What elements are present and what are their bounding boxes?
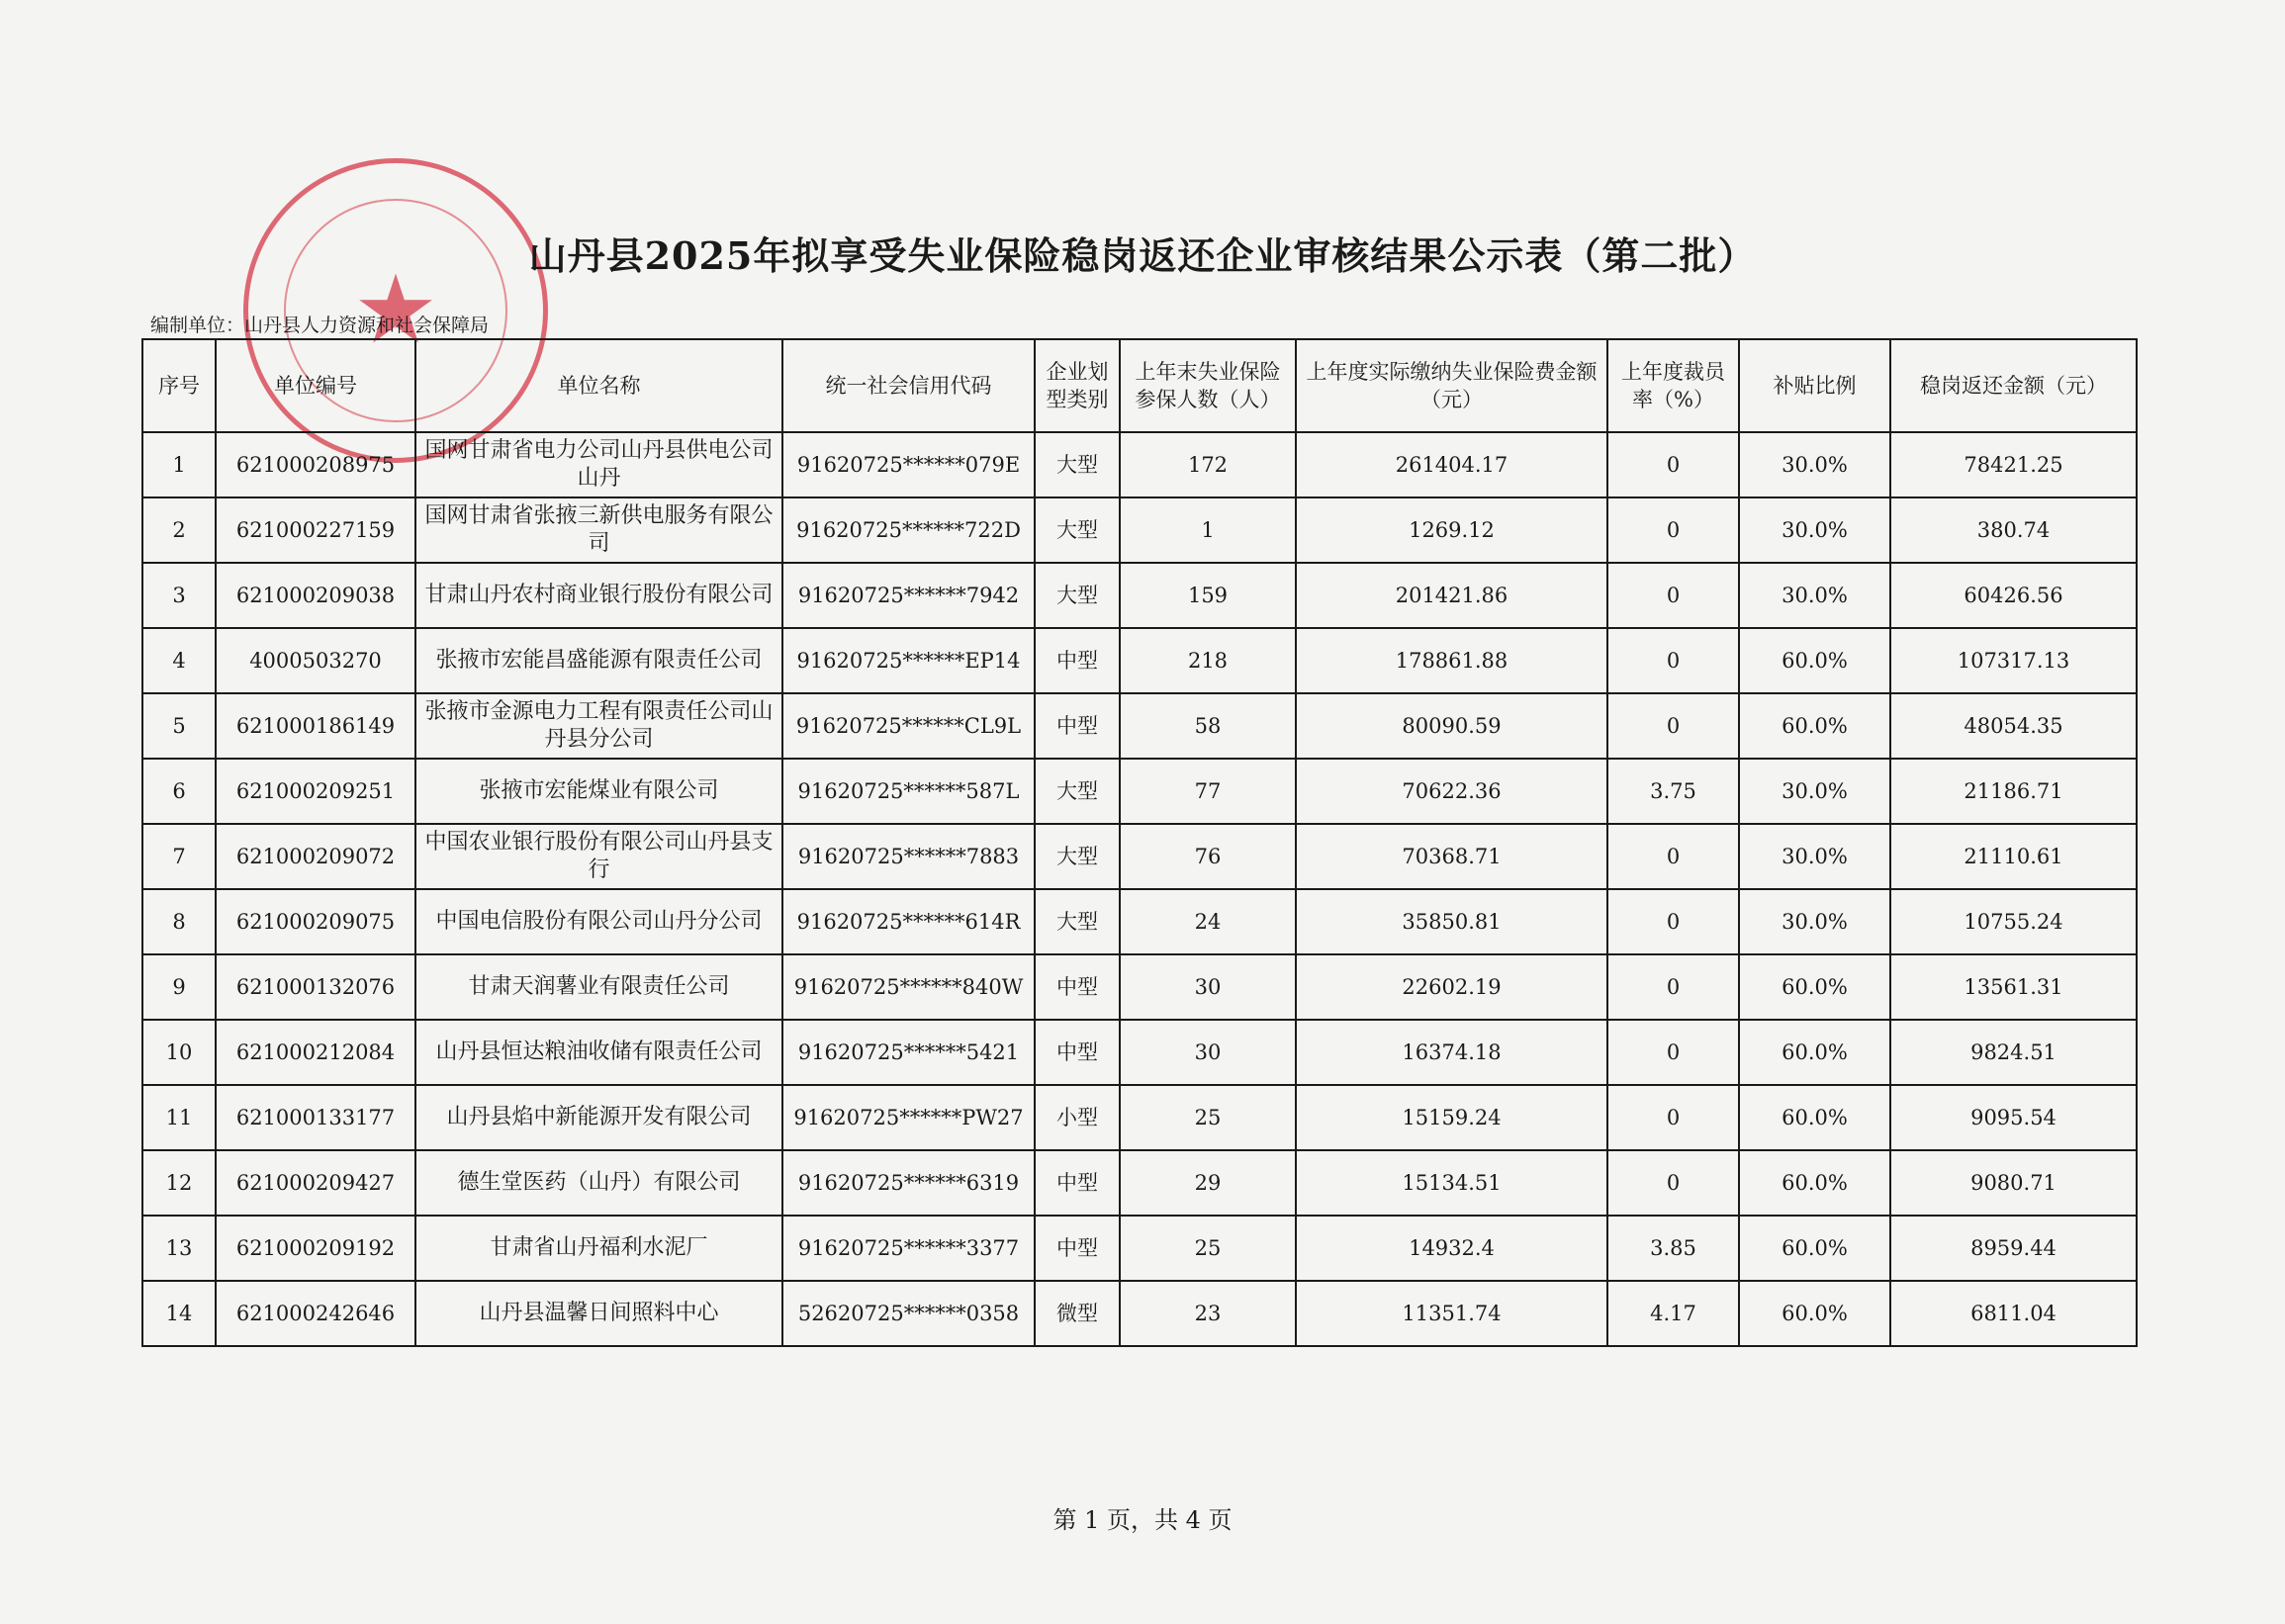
- cell-insured: 218: [1120, 628, 1296, 693]
- cell-credit-code: 52620725******0358: [782, 1281, 1035, 1346]
- cell-unit-no: 621000242646: [216, 1281, 415, 1346]
- cell-size: 大型: [1035, 759, 1120, 824]
- cell-ratio: 60.0%: [1739, 954, 1890, 1020]
- cell-seq: 2: [142, 497, 216, 563]
- header-unit-name: 单位名称: [415, 339, 782, 432]
- cell-layoff: 0: [1607, 1020, 1739, 1085]
- cell-credit-code: 91620725******7883: [782, 824, 1035, 889]
- seal-star-icon: ★: [352, 254, 439, 365]
- cell-unit-name: 中国农业银行股份有限公司山丹县支行: [415, 824, 782, 889]
- cell-ratio: 30.0%: [1739, 889, 1890, 954]
- cell-ratio: 30.0%: [1739, 563, 1890, 628]
- cell-seq: 14: [142, 1281, 216, 1346]
- cell-credit-code: 91620725******3377: [782, 1216, 1035, 1281]
- cell-ratio: 60.0%: [1739, 1085, 1890, 1150]
- cell-size: 大型: [1035, 563, 1120, 628]
- cell-unit-name: 中国电信股份有限公司山丹分公司: [415, 889, 782, 954]
- cell-size: 中型: [1035, 1020, 1120, 1085]
- cell-credit-code: 91620725******614R: [782, 889, 1035, 954]
- cell-unit-name: 国网甘肃省张掖三新供电服务有限公司: [415, 497, 782, 563]
- header-insured: 上年末失业保险参保人数（人）: [1120, 339, 1296, 432]
- cell-insured: 58: [1120, 693, 1296, 759]
- cell-amount: 10755.24: [1890, 889, 2137, 954]
- cell-insured: 24: [1120, 889, 1296, 954]
- table-row: [142, 889, 2137, 954]
- cell-paid: 261404.17: [1296, 432, 1607, 497]
- cell-amount: 78421.25: [1890, 432, 2137, 497]
- cell-unit-name: 张掖市宏能昌盛能源有限责任公司: [415, 628, 782, 693]
- cell-seq: 12: [142, 1150, 216, 1216]
- cell-amount: 9080.71: [1890, 1150, 2137, 1216]
- cell-unit-name: 德生堂医药（山丹）有限公司: [415, 1150, 782, 1216]
- cell-layoff: 0: [1607, 1085, 1739, 1150]
- cell-layoff: 3.85: [1607, 1216, 1739, 1281]
- table-row: [142, 628, 2137, 693]
- results-table: [141, 338, 2138, 1347]
- header-paid: 上年度实际缴纳失业保险费金额（元）: [1296, 339, 1607, 432]
- cell-amount: 21186.71: [1890, 759, 2137, 824]
- cell-credit-code: 91620725******EP14: [782, 628, 1035, 693]
- cell-paid: 16374.18: [1296, 1020, 1607, 1085]
- cell-seq: 3: [142, 563, 216, 628]
- header-unit-no: 单位编号: [216, 339, 415, 432]
- cell-paid: 14932.4: [1296, 1216, 1607, 1281]
- cell-amount: 9095.54: [1890, 1085, 2137, 1150]
- cell-insured: 30: [1120, 954, 1296, 1020]
- cell-seq: 10: [142, 1020, 216, 1085]
- table-row: [142, 954, 2137, 1020]
- cell-credit-code: 91620725******079E: [782, 432, 1035, 497]
- cell-insured: 1: [1120, 497, 1296, 563]
- table-row: [142, 1216, 2137, 1281]
- cell-seq: 4: [142, 628, 216, 693]
- cell-ratio: 60.0%: [1739, 1150, 1890, 1216]
- cell-paid: 178861.88: [1296, 628, 1607, 693]
- cell-size: 中型: [1035, 1150, 1120, 1216]
- cell-size: 小型: [1035, 1085, 1120, 1150]
- cell-amount: 380.74: [1890, 497, 2137, 563]
- table-header-row: [142, 339, 2137, 432]
- cell-unit-no: 621000212084: [216, 1020, 415, 1085]
- cell-layoff: 0: [1607, 1150, 1739, 1216]
- header-layoff: 上年度裁员率（%）: [1607, 339, 1739, 432]
- cell-seq: 9: [142, 954, 216, 1020]
- cell-ratio: 60.0%: [1739, 693, 1890, 759]
- cell-amount: 13561.31: [1890, 954, 2137, 1020]
- cell-layoff: 0: [1607, 628, 1739, 693]
- cell-unit-no: 621000208975: [216, 432, 415, 497]
- cell-seq: 6: [142, 759, 216, 824]
- cell-layoff: 0: [1607, 497, 1739, 563]
- cell-amount: 48054.35: [1890, 693, 2137, 759]
- table-row: [142, 759, 2137, 824]
- cell-paid: 15134.51: [1296, 1150, 1607, 1216]
- cell-unit-name: 山丹县温馨日间照料中心: [415, 1281, 782, 1346]
- cell-unit-no: 621000132076: [216, 954, 415, 1020]
- cell-size: 中型: [1035, 693, 1120, 759]
- cell-size: 中型: [1035, 954, 1120, 1020]
- cell-insured: 76: [1120, 824, 1296, 889]
- cell-insured: 29: [1120, 1150, 1296, 1216]
- cell-unit-no: 621000133177: [216, 1085, 415, 1150]
- table-row: [142, 1085, 2137, 1150]
- cell-credit-code: 91620725******CL9L: [782, 693, 1035, 759]
- cell-unit-name: 甘肃天润薯业有限责任公司: [415, 954, 782, 1020]
- header-seq: 序号: [142, 339, 216, 432]
- table-row: [142, 693, 2137, 759]
- cell-size: 微型: [1035, 1281, 1120, 1346]
- cell-credit-code: 91620725******840W: [782, 954, 1035, 1020]
- cell-unit-no: 621000209251: [216, 759, 415, 824]
- cell-unit-name: 甘肃山丹农村商业银行股份有限公司: [415, 563, 782, 628]
- document-title: 山丹县2025年拟享受失业保险稳岗返还企业审核结果公示表（第二批）: [528, 233, 1757, 278]
- cell-paid: 70368.71: [1296, 824, 1607, 889]
- cell-ratio: 30.0%: [1739, 497, 1890, 563]
- cell-amount: 9824.51: [1890, 1020, 2137, 1085]
- cell-size: 大型: [1035, 497, 1120, 563]
- cell-ratio: 30.0%: [1739, 759, 1890, 824]
- table-row: [142, 1150, 2137, 1216]
- cell-seq: 11: [142, 1085, 216, 1150]
- cell-unit-no: 621000209075: [216, 889, 415, 954]
- cell-ratio: 60.0%: [1739, 1020, 1890, 1085]
- cell-layoff: 3.75: [1607, 759, 1739, 824]
- cell-layoff: 0: [1607, 563, 1739, 628]
- cell-credit-code: 91620725******PW27: [782, 1085, 1035, 1150]
- cell-paid: 70622.36: [1296, 759, 1607, 824]
- header-size: 企业划型类别: [1035, 339, 1120, 432]
- table-row: [142, 824, 2137, 889]
- cell-paid: 80090.59: [1296, 693, 1607, 759]
- cell-paid: 1269.12: [1296, 497, 1607, 563]
- compiling-unit: 编制单位：山丹县人力资源和社会保障局: [150, 315, 490, 336]
- cell-insured: 25: [1120, 1085, 1296, 1150]
- cell-paid: 201421.86: [1296, 563, 1607, 628]
- cell-insured: 30: [1120, 1020, 1296, 1085]
- cell-unit-no: 621000186149: [216, 693, 415, 759]
- cell-credit-code: 91620725******6319: [782, 1150, 1035, 1216]
- cell-credit-code: 91620725******722D: [782, 497, 1035, 563]
- cell-ratio: 30.0%: [1739, 432, 1890, 497]
- cell-paid: 22602.19: [1296, 954, 1607, 1020]
- table-row: [142, 497, 2137, 563]
- cell-seq: 8: [142, 889, 216, 954]
- cell-insured: 25: [1120, 1216, 1296, 1281]
- cell-unit-no: 621000209427: [216, 1150, 415, 1216]
- header-ratio: 补贴比例: [1739, 339, 1890, 432]
- cell-unit-no: 621000209072: [216, 824, 415, 889]
- cell-ratio: 60.0%: [1739, 1281, 1890, 1346]
- cell-unit-no: 4000503270: [216, 628, 415, 693]
- header-credit-code: 统一社会信用代码: [782, 339, 1035, 432]
- cell-unit-name: 张掖市金源电力工程有限责任公司山丹县分公司: [415, 693, 782, 759]
- cell-insured: 159: [1120, 563, 1296, 628]
- cell-credit-code: 91620725******7942: [782, 563, 1035, 628]
- cell-layoff: 0: [1607, 432, 1739, 497]
- cell-unit-no: 621000209038: [216, 563, 415, 628]
- table-row: [142, 432, 2137, 497]
- cell-size: 中型: [1035, 628, 1120, 693]
- cell-amount: 60426.56: [1890, 563, 2137, 628]
- cell-amount: 8959.44: [1890, 1216, 2137, 1281]
- cell-size: 大型: [1035, 889, 1120, 954]
- cell-credit-code: 91620725******5421: [782, 1020, 1035, 1085]
- cell-ratio: 60.0%: [1739, 1216, 1890, 1281]
- cell-unit-name: 山丹县焰中新能源开发有限公司: [415, 1085, 782, 1150]
- cell-unit-name: 国网甘肃省电力公司山丹县供电公司山丹: [415, 432, 782, 497]
- page-number: 第 1 页，共 4 页: [1052, 1506, 1233, 1534]
- cell-amount: 107317.13: [1890, 628, 2137, 693]
- cell-ratio: 60.0%: [1739, 628, 1890, 693]
- cell-size: 大型: [1035, 824, 1120, 889]
- cell-layoff: 0: [1607, 889, 1739, 954]
- cell-seq: 1: [142, 432, 216, 497]
- cell-seq: 13: [142, 1216, 216, 1281]
- cell-unit-no: 621000209192: [216, 1216, 415, 1281]
- cell-unit-no: 621000227159: [216, 497, 415, 563]
- cell-unit-name: 张掖市宏能煤业有限公司: [415, 759, 782, 824]
- table-row: [142, 563, 2137, 628]
- cell-credit-code: 91620725******587L: [782, 759, 1035, 824]
- cell-paid: 11351.74: [1296, 1281, 1607, 1346]
- cell-layoff: 0: [1607, 954, 1739, 1020]
- cell-insured: 172: [1120, 432, 1296, 497]
- cell-paid: 15159.24: [1296, 1085, 1607, 1150]
- cell-paid: 35850.81: [1296, 889, 1607, 954]
- cell-layoff: 4.17: [1607, 1281, 1739, 1346]
- cell-amount: 6811.04: [1890, 1281, 2137, 1346]
- cell-unit-name: 山丹县恒达粮油收储有限责任公司: [415, 1020, 782, 1085]
- cell-layoff: 0: [1607, 824, 1739, 889]
- header-amount: 稳岗返还金额（元）: [1890, 339, 2137, 432]
- cell-size: 大型: [1035, 432, 1120, 497]
- cell-seq: 5: [142, 693, 216, 759]
- cell-insured: 23: [1120, 1281, 1296, 1346]
- cell-amount: 21110.61: [1890, 824, 2137, 889]
- cell-seq: 7: [142, 824, 216, 889]
- cell-unit-name: 甘肃省山丹福利水泥厂: [415, 1216, 782, 1281]
- table-row: [142, 1281, 2137, 1346]
- cell-layoff: 0: [1607, 693, 1739, 759]
- cell-insured: 77: [1120, 759, 1296, 824]
- cell-size: 中型: [1035, 1216, 1120, 1281]
- table-row: [142, 1020, 2137, 1085]
- cell-ratio: 30.0%: [1739, 824, 1890, 889]
